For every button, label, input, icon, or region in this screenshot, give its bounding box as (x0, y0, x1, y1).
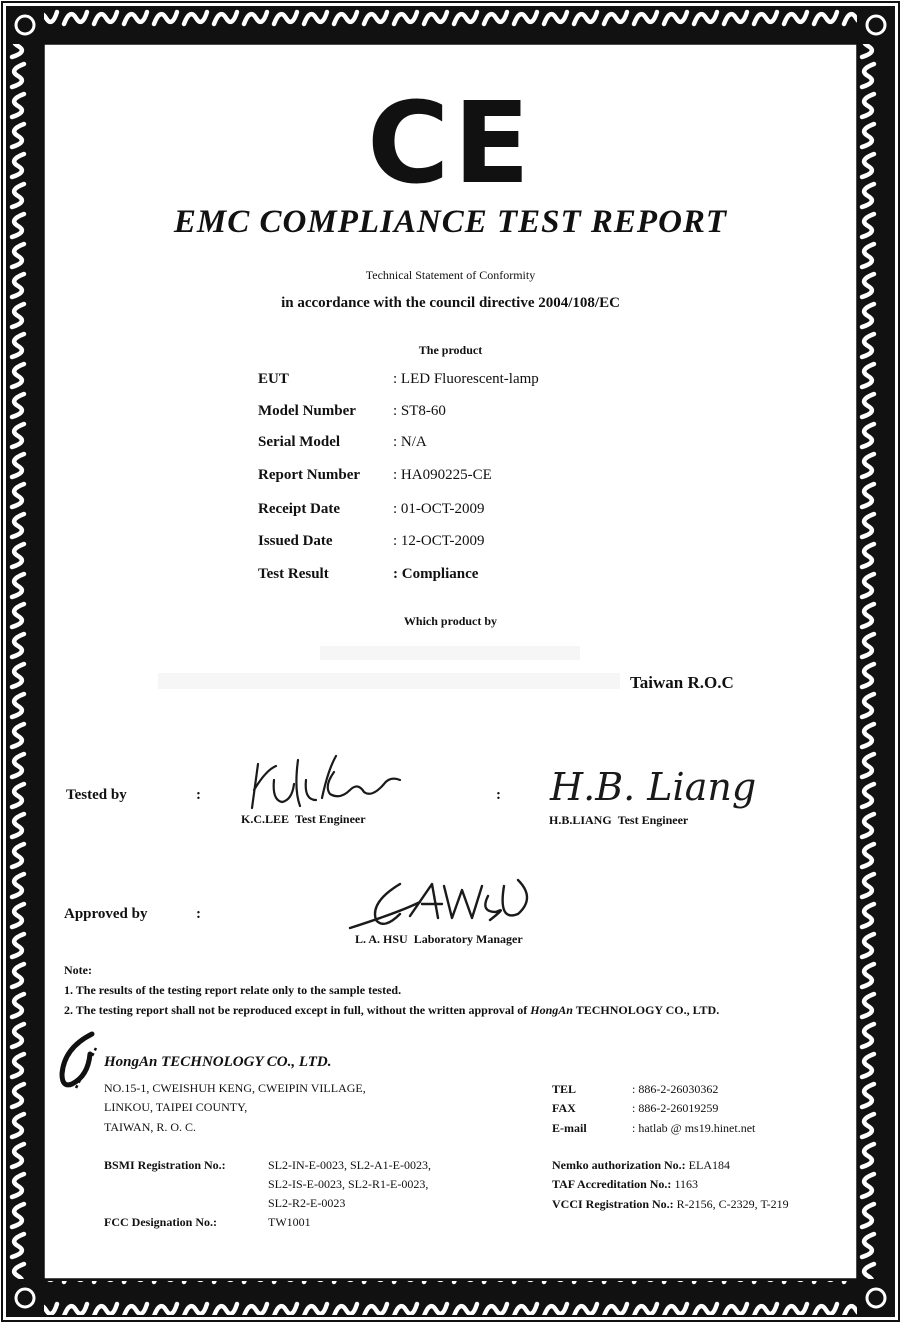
company-address-line-1: NO.15-1, CWEISHUH KENG, CWEIPIN VILLAGE, (104, 1081, 366, 1095)
tel-value: : 886-2-26030362 (632, 1082, 719, 1096)
bsmi-line-2: SL2-IS-E-0023, SL2-R1-E-0023, (268, 1177, 429, 1191)
field-value-eut: : LED Fluorescent-lamp (393, 371, 539, 387)
note-line-2-company: TECHNOLOGY CO., LTD. (575, 1003, 720, 1017)
bsmi-label: BSMI Registration No.: (104, 1158, 226, 1172)
nemko-value: ELA184 (688, 1158, 730, 1172)
vcci-label: VCCI Registration No.: (552, 1197, 674, 1211)
approver-caption (355, 932, 523, 947)
field-label-receipt-date: Receipt Date (258, 501, 341, 517)
note-line-1: 1. The results of the testing report relate only to the sample tested. (64, 983, 402, 997)
field-value-model-number: : ST8-60 (393, 403, 446, 419)
field-value-issued-date: : 12-OCT-2009 (393, 533, 485, 549)
fax-label: FAX (552, 1101, 576, 1115)
field-value-report-number: : HA090225-CE (393, 467, 492, 483)
field-value-receipt-date: : 01-OCT-2009 (393, 501, 485, 517)
field-label-test-result: Test Result (258, 566, 329, 582)
tested-by-colon-2: : (496, 787, 501, 803)
signer1-role: Test Engineer (295, 812, 366, 826)
made-by-label: Which product by (403, 614, 498, 628)
field-label-eut: EUT (258, 371, 289, 387)
ce-mark-logo: CE (367, 79, 534, 209)
vcci-value: R-2156, C-2329, T-219 (676, 1197, 789, 1211)
signature-kclee (240, 750, 410, 812)
signer2-caption (549, 813, 688, 828)
signer1-name: K.C.LEE (241, 812, 290, 826)
signer1-caption (241, 812, 366, 827)
email-label: E-mail (552, 1121, 587, 1135)
approved-by-colon: : (196, 906, 201, 922)
redacted-manufacturer-name (320, 646, 580, 660)
approved-by-label: Approved by (64, 906, 148, 922)
field-label-model-number: Model Number (258, 403, 356, 419)
note-line-2-text: 2. The testing report shall not be reproduced except in full, without the written approval of (64, 1003, 528, 1017)
report-title: EMC COMPLIANCE TEST REPORT (173, 204, 728, 240)
signer2-name: H.B.LIANG (549, 813, 612, 827)
field-label-serial-model: Serial Model (258, 434, 341, 450)
approver-name: L. A. HSU (355, 932, 408, 946)
email-value: : hatlab @ ms19.hinet.net (632, 1121, 756, 1135)
directive-line: in accordance with the council directive 2004/108/EC (281, 295, 620, 311)
fax-value: : 886-2-26019259 (632, 1101, 719, 1115)
field-value-test-result: : Compliance (393, 566, 479, 582)
tested-by-colon: : (196, 787, 201, 803)
tel-label: TEL (552, 1082, 577, 1096)
product-heading: The product (418, 343, 483, 357)
note-heading: Note: (64, 963, 92, 977)
nemko-label: Nemko authorization No.: (552, 1158, 686, 1172)
taf-label: TAF Accreditation No.: (552, 1177, 672, 1191)
taf-value: 1163 (674, 1177, 698, 1191)
note-line-2 (64, 1003, 719, 1018)
bsmi-line-1: SL2-IN-E-0023, SL2-A1-E-0023, (268, 1158, 431, 1172)
report-subtitle: Technical Statement of Conformity (365, 268, 536, 282)
signature-hbliang: H.B. Liang (550, 765, 757, 809)
signer2-role: Test Engineer (617, 813, 689, 827)
vcci-line (552, 1197, 789, 1212)
signature-lahsu (340, 872, 540, 936)
field-label-report-number: Report Number (258, 467, 361, 483)
redacted-manufacturer-address (158, 673, 620, 689)
nemko-line (552, 1158, 730, 1173)
note-line-2-brand: HongAn (530, 1003, 573, 1017)
fcc-value: TW1001 (268, 1215, 311, 1229)
field-label-issued-date: Issued Date (258, 533, 333, 549)
fcc-label: FCC Designation No.: (104, 1215, 217, 1229)
company-address-line-2: LINKOU, TAIPEI COUNTY, (104, 1100, 248, 1114)
taf-line (552, 1177, 698, 1192)
company-address-line-3: TAIWAN, R. O. C. (104, 1120, 197, 1134)
manufacturer-country: Taiwan R.O.C (630, 673, 734, 692)
company-name: HongAn TECHNOLOGY CO., LTD. (104, 1054, 332, 1070)
approver-role: Laboratory Manager (413, 932, 523, 946)
bsmi-line-3: SL2-R2-E-0023 (268, 1196, 346, 1210)
hongan-logo-icon (56, 1030, 104, 1092)
field-value-serial-model: : N/A (393, 434, 427, 450)
tested-by-label: Tested by (66, 787, 127, 803)
